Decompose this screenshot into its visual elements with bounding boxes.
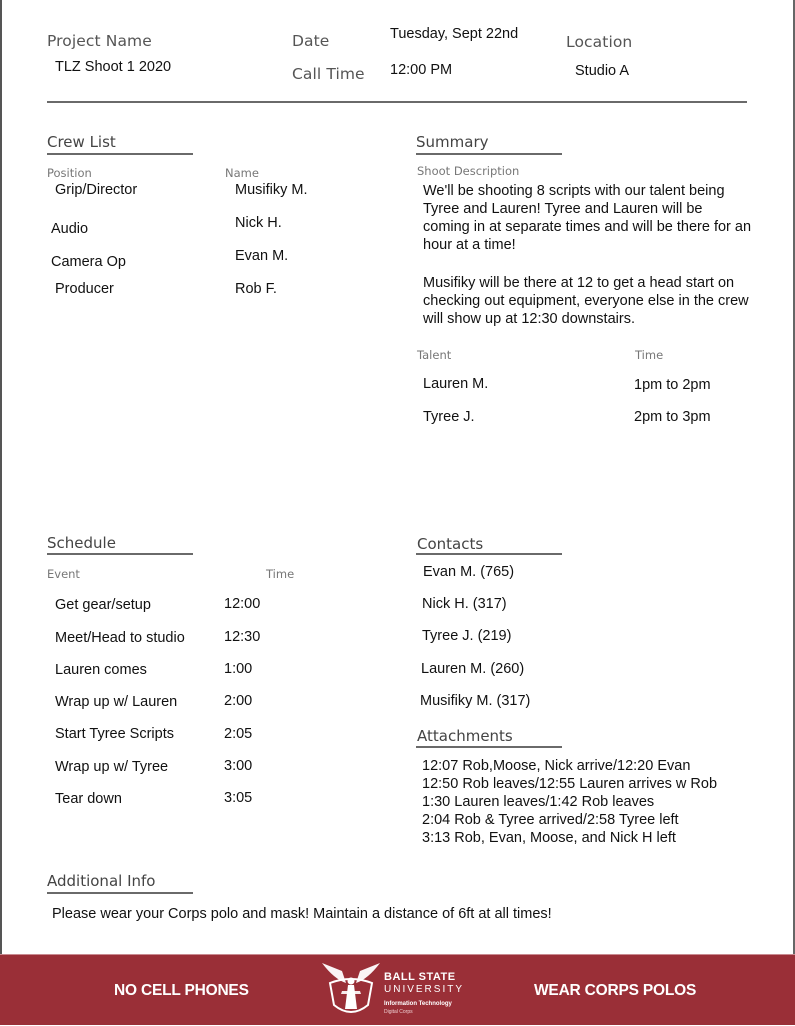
crew-position-header: Position — [47, 166, 92, 180]
crew-list-title: Crew List — [47, 133, 116, 151]
no-cell-phones-notice: NO CELL PHONES — [114, 982, 249, 999]
footer-banner — [0, 954, 795, 1025]
crew-name: Musifiky M. — [235, 182, 308, 198]
summary-underline — [416, 153, 562, 155]
attachments-title: Attachments — [417, 727, 513, 745]
crew-name: Evan M. — [235, 248, 289, 264]
crew-name-header: Name — [225, 166, 259, 180]
additional-info-text: Please wear your Corps polo and mask! Maintain a distance of 6ft at all times! — [52, 906, 552, 922]
additional-info-underline — [47, 892, 193, 894]
schedule-time: 2:05 — [224, 726, 253, 742]
call-time-label: Call Time — [292, 65, 365, 83]
date-label: Date — [292, 32, 330, 50]
talent-time: 1pm to 2pm — [634, 377, 711, 393]
beneficence-statue-icon — [320, 961, 382, 1021]
schedule-time: 1:00 — [224, 661, 253, 677]
ball-state-logo — [320, 961, 480, 1021]
summary-title: Summary — [416, 133, 489, 151]
attachment-line: 12:07 Rob,Moose, Nick arrive/12:20 Evan — [422, 758, 691, 774]
call-time-value: 12:00 PM — [390, 62, 453, 78]
schedule-event: Lauren comes — [55, 662, 147, 678]
logo-digital-corps: Digital Corps — [384, 1009, 413, 1015]
schedule-event: Get gear/setup — [55, 597, 151, 613]
attachment-line: 1:30 Lauren leaves/1:42 Rob leaves — [422, 794, 655, 810]
schedule-underline — [47, 553, 193, 555]
date-value: Tuesday, Sept 22nd — [390, 26, 519, 42]
crew-position: Camera Op — [51, 254, 126, 270]
talent-header: Talent — [417, 348, 452, 362]
contact-item: Nick H. (317) — [422, 596, 507, 612]
shoot-description-paragraph-2: Musifiky will be there at 12 to get a head start on checking out equipment, everyone else in the crew will show up at 12:30 downstairs. — [423, 275, 749, 327]
shoot-description-paragraph-1: We'll be shooting 8 scripts with our talent being Tyree and Lauren! Tyree and Lauren will be coming in at separate times and will be there for an hour at a time! — [423, 183, 752, 253]
schedule-time: 3:00 — [224, 758, 253, 774]
crew-list-underline — [47, 153, 193, 155]
schedule-event: Wrap up w/ Tyree — [55, 759, 169, 775]
crew-position: Grip/Director — [55, 182, 138, 198]
schedule-time: 12:00 — [224, 596, 261, 612]
contact-item: Tyree J. (219) — [422, 628, 512, 644]
logo-information-technology: Information Technology — [384, 1001, 452, 1007]
contact-item: Musifiky M. (317) — [420, 693, 531, 709]
attachment-line: 12:50 Rob leaves/12:55 Lauren arrives w Rob — [422, 776, 718, 792]
schedule-title: Schedule — [47, 534, 116, 552]
location-value: Studio A — [575, 63, 630, 79]
header-divider — [47, 101, 747, 103]
schedule-event: Wrap up w/ Lauren — [55, 694, 178, 710]
schedule-event-header: Event — [47, 567, 80, 581]
talent-name: Tyree J. — [423, 409, 475, 425]
talent-time: 2pm to 3pm — [634, 409, 711, 425]
additional-info-title: Additional Info — [47, 872, 156, 890]
page-border-left — [0, 0, 2, 1024]
crew-name: Rob F. — [235, 281, 277, 297]
contacts-title: Contacts — [417, 535, 484, 553]
schedule-time: 12:30 — [224, 629, 261, 645]
crew-position: Audio — [51, 221, 89, 237]
crew-position: Producer — [55, 281, 114, 297]
location-label: Location — [566, 33, 633, 51]
schedule-event: Start Tyree Scripts — [55, 726, 174, 742]
contact-item: Lauren M. (260) — [421, 661, 525, 677]
project-name-label: Project Name — [47, 32, 152, 50]
schedule-time: 3:05 — [224, 790, 253, 806]
talent-time-header: Time — [635, 348, 664, 362]
project-name-value: TLZ Shoot 1 2020 — [55, 59, 172, 75]
attachment-line: 2:04 Rob & Tyree arrived/2:58 Tyree left — [422, 812, 679, 828]
attachments-underline — [416, 746, 562, 748]
contacts-underline — [416, 553, 562, 555]
wear-corps-polos-notice: WEAR CORPS POLOS — [534, 982, 697, 999]
contact-item: Evan M. (765) — [423, 564, 515, 580]
schedule-event: Tear down — [55, 791, 122, 807]
attachment-line: 3:13 Rob, Evan, Moose, and Nick H left — [422, 830, 676, 846]
schedule-time: 2:00 — [224, 693, 253, 709]
logo-university: UNIVERSITY — [384, 984, 465, 995]
talent-name: Lauren M. — [423, 376, 489, 392]
shoot-description-label: Shoot Description — [417, 164, 520, 178]
schedule-event: Meet/Head to studio — [55, 630, 185, 646]
crew-name: Nick H. — [235, 215, 282, 231]
schedule-time-header: Time — [266, 567, 295, 581]
logo-ball-state: BALL STATE — [384, 971, 456, 983]
